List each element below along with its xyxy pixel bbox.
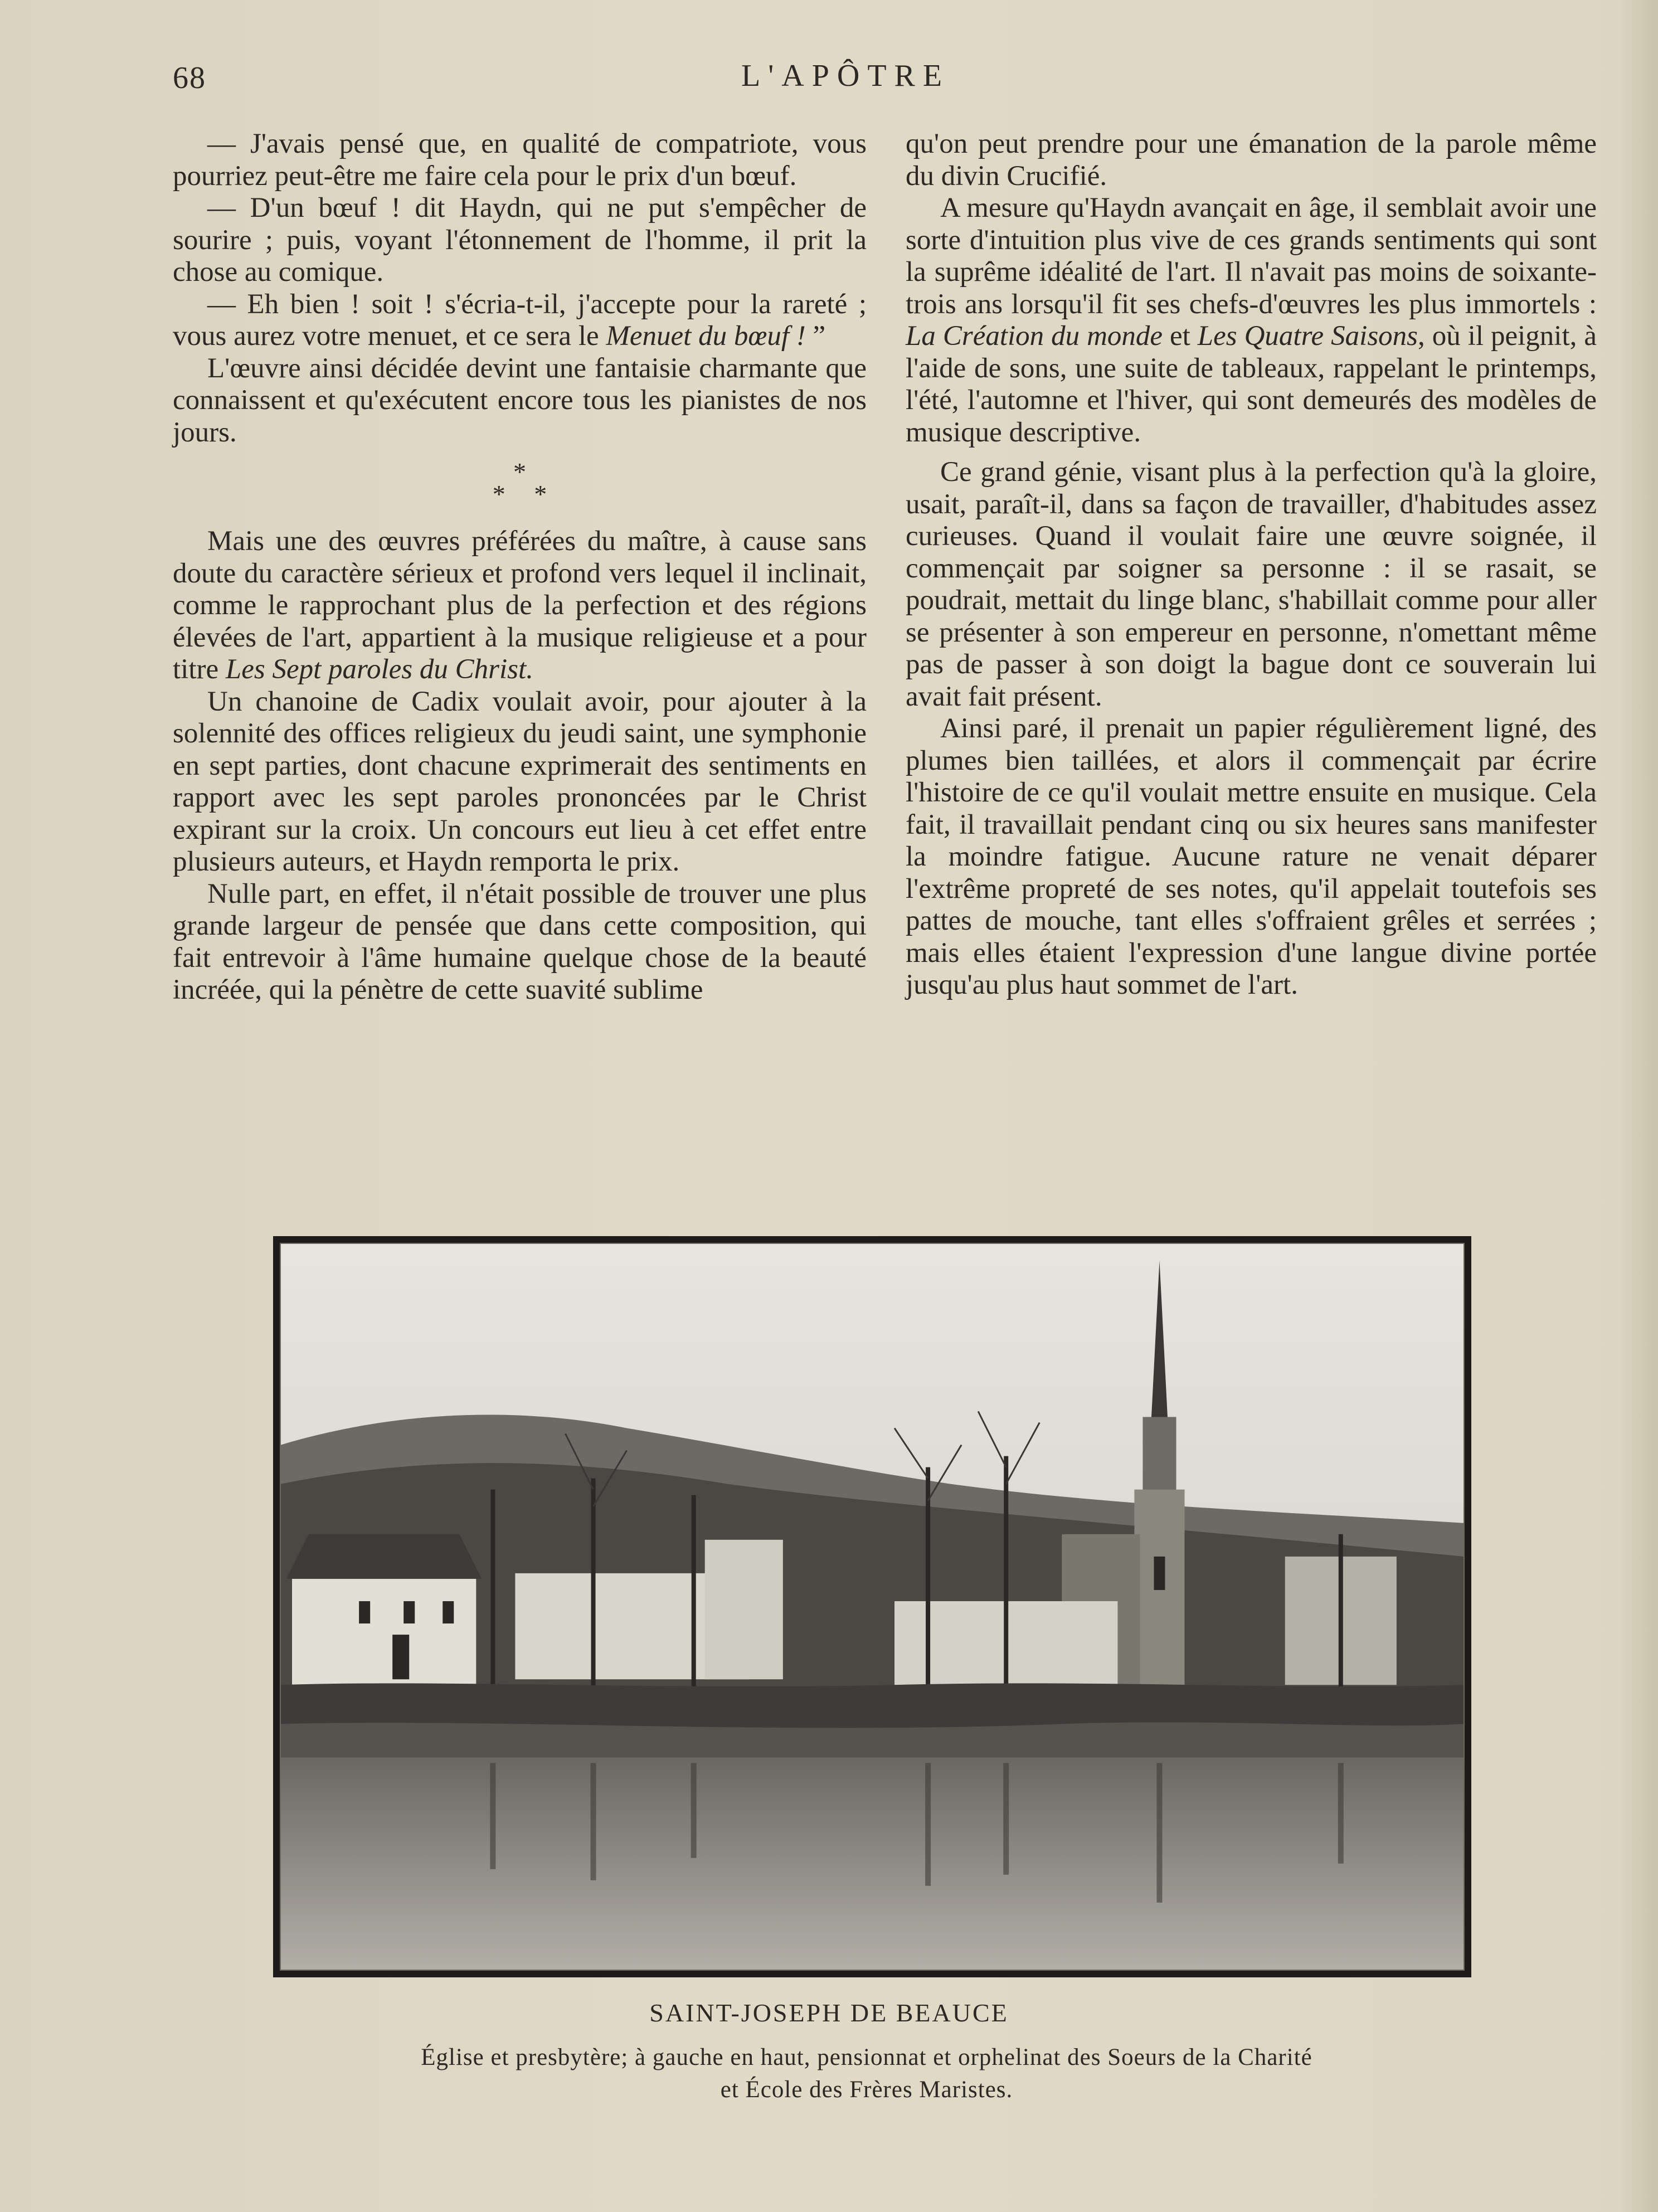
paragraph: Un chanoine de Cadix voulait avoir, pour ajouter à la solennité des offices religieux du jeudi saint, une symphonie en sept parties, dont chacune exprimerait des sentiments en rapport avec les sept paroles prononcées par le Christ expirant sur la croix. Un concours eut lieu à cet effet entre plusieurs auteurs, et Haydn remporta le prix. [173,686,867,877]
photo-caption-title: SAINT-JOSEPH DE BEAUCE [649,1999,1009,2027]
italic-title: Menuet du bœuf ! [606,320,806,352]
paragraph: Nulle part, en effet, il n'était possible de trouver une plus grande largeur de pensée que dans cette composition, qui fait entrevoir à l'âme humaine quelque chose de la beauté incréée, qui la pénètre de cette suavité sublime [173,878,867,1005]
paragraph-text: Mais une des œuvres préférées du maître, à cause sans doute du caractère sérieux et profond vers lequel il inclinait, comme le rapprochant plus de la perfection et des régions élevées de l'art, appartient à la musique religieuse et a pour titre [173,526,867,685]
page-number: 68 [173,61,206,95]
left-column [173,128,867,1007]
asterism-bottom: * * [492,480,547,508]
paragraph-text: , où il peignit, à l'aide de sons, une suite de tableaux, rappelant le printemps, l'été, l'automne et l'hiver, qui sont demeurés des modèles de musique descriptive. [906,320,1597,448]
paragraph: Ainsi paré, il prenait un papier régulièrement ligné, des plumes bien taillées, et alors il commençait par écrire l'histoire de ce qu'il voulait mettre ensuite en musique. Cela fait, il travaillait pendant cinq ou six heures sans manifester la moindre fatigue. Aucune rature ne venait déparer l'extrême propreté de ses notes, qu'il appelait toutefois ses pattes de mouche, tant elles s'offraient grêles et serrées ; mais elles étaient l'expression d'une langue divine portée jusqu'au plus haut sommet de l'art. [906,713,1597,1000]
photo-caption-text [312,2041,1421,2106]
paragraph [173,289,867,353]
paragraph: qu'on peut prendre pour une émanation de la parole même du divin Crucifié. [906,128,1597,192]
photo-frame [273,1236,1471,1977]
paragraph: L'œuvre ainsi décidée devint une fantaisie charmante que connaissent et qu'exécutent encore tous les pianistes de nos jours. [173,352,867,448]
italic-title: Les Quatre Saisons [1197,320,1418,352]
paragraph: Ce grand génie, visant plus à la perfection qu'à la gloire, usait, paraît-il, dans sa façon de travailler, d'habitudes assez curieuses. Quand il voulait faire une œuvre soignée, il commençait par soigner sa personne : il se rasait, se poudrait, mettait du linge blanc, s'habillait comme pour aller se présenter à son empereur en personne, n'omettant même pas de passer à son doigt la bague dont ce souverain lui avait fait présent. [906,456,1597,712]
page-edge-shadow [1619,0,1658,2212]
paragraph [906,192,1597,449]
italic-title: Les Sept paroles du Christ. [225,654,533,685]
section-asterism [173,458,867,508]
italic-title: La Création du monde [906,320,1163,352]
paragraph: — D'un bœuf ! dit Haydn, qui ne put s'empêcher de sourire ; puis, voyant l'étonnement de l'homme, il prit la chose au comique. [173,192,867,288]
asterism-top: * [513,458,526,486]
photo-illustration [281,1244,1463,1970]
caption-line: Église et presbytère; à gauche en haut, pensionnat et orphelinat des Soeurs de la Charité [421,2044,1312,2070]
village-photograph [280,1243,1465,1971]
paragraph-text: A mesure qu'Haydn avançait en âge, il semblait avoir une sorte d'intuition plus vive de ces grands sentiments qui sont la suprême idéalité de l'art. Il n'avait pas moins de soixante-trois ans lorsqu'il fit ses chefs-d'œuvres les plus immortels : [906,192,1597,320]
right-column [906,128,1597,1002]
paragraph [173,526,867,686]
paragraph-text: — Eh bien ! soit ! s'écria-t-il, j'accepte pour la rareté ; vous aurez votre menuet, et ce sera le [173,288,867,352]
closing-quote: ” [805,320,826,352]
caption-line: et École des Frères Maristes. [720,2077,1013,2103]
paragraph-text: et [1163,320,1198,352]
paragraph: — J'avais pensé que, en qualité de compatriote, vous pourriez peut-être me faire cela pour le prix d'un bœuf. [173,128,867,192]
running-head-title: L'APÔTRE [741,59,950,93]
